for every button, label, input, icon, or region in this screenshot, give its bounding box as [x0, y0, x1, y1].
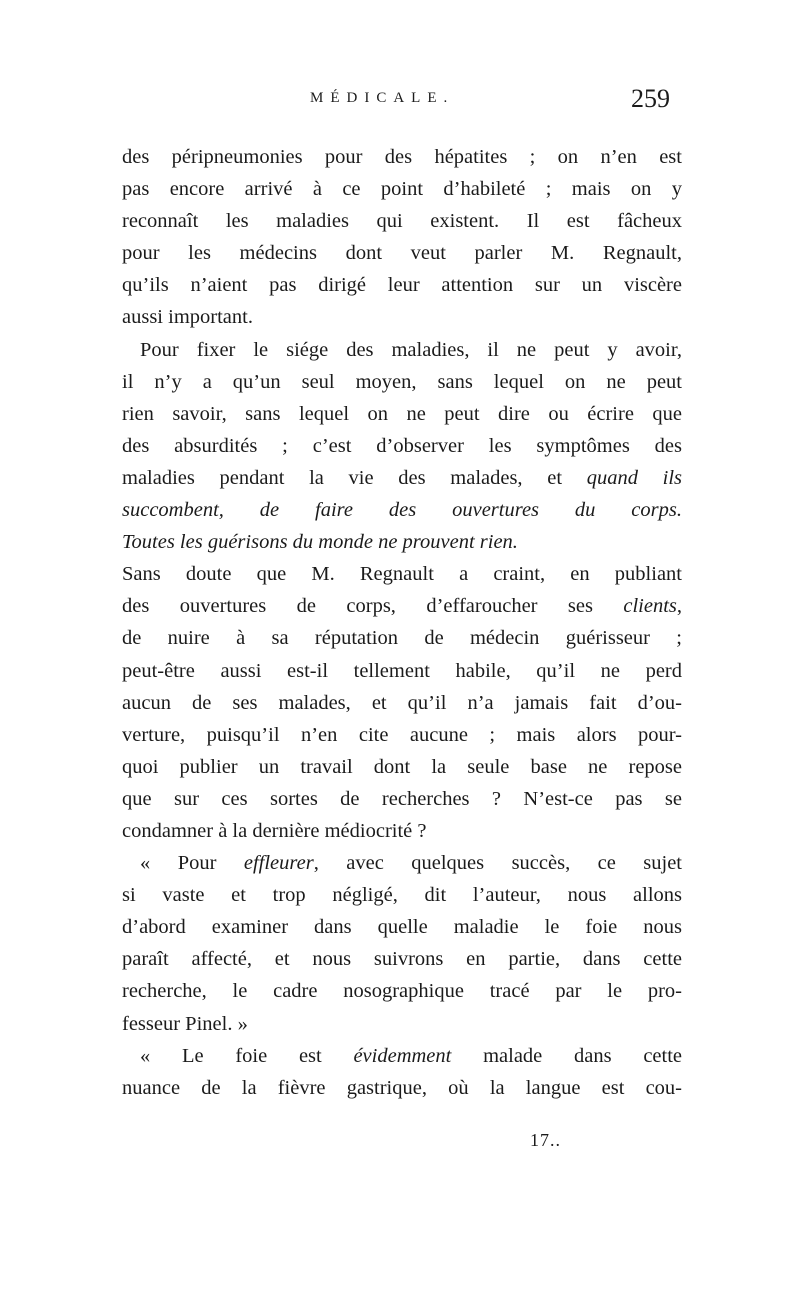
text-line: il n’y a qu’un seul moyen, sans lequel on ne peut — [122, 370, 682, 393]
text-line: succombent, de faire des ouvertures du corps. — [122, 499, 682, 522]
text-line: Sans doute que M. Regnault a craint, en publiant — [122, 563, 682, 586]
text-line: que sur ces sortes de recherches ? N’est-ce pas se — [122, 787, 682, 810]
text-line: « Pour effleurer, avec quelques succès, ce sujet — [140, 852, 682, 875]
text-line: qu’ils n’aient pas dirigé leur attention sur un viscère — [122, 274, 682, 297]
text-line: peut-être aussi est-il tellement habile, qu’il ne perd — [122, 659, 682, 682]
italic-phrase: évidemment — [353, 1044, 452, 1067]
italic-phrase: quand ils — [586, 466, 682, 489]
text-line: quoi publier un travail dont la seule base ne repose — [122, 755, 682, 778]
text-line: aucun de ses malades, et qu’il n’a jamais fait d’ou- — [122, 691, 682, 714]
italic-phrase: effleurer — [243, 852, 314, 875]
text-line: rien savoir, sans lequel on ne peut dire ou écrire que — [122, 402, 682, 425]
italic-phrase: clients — [623, 595, 677, 618]
text-line: des absurdités ; c’est d’observer les symptômes des — [122, 434, 682, 457]
text-line: des ouvertures de corps, d’effaroucher ses clients, — [122, 595, 682, 618]
text-line: pas encore arrivé à ce point d’habileté ; mais on y — [122, 178, 682, 201]
text-line: recherche, le cadre nosographique tracé par le pro- — [122, 980, 682, 1003]
text-line: Pour fixer le siége des maladies, il ne peut y avoir, — [140, 338, 682, 361]
text-line: des péripneumonies pour des hépatites ; on n’en est — [122, 146, 682, 168]
page-number: 259 — [631, 84, 670, 113]
text-line: pour les médecins dont veut parler M. Regnault, — [122, 242, 682, 265]
signature-mark: 17.. — [530, 1130, 561, 1150]
text-line: maladies pendant la vie des malades, et quand ils — [122, 466, 682, 489]
text-line: paraît affecté, et nous suivrons en partie, dans cette — [122, 948, 682, 971]
running-head — [120, 84, 680, 128]
body-text — [122, 141, 682, 1104]
text-line: si vaste et trop négligé, dit l’auteur, nous allons — [122, 884, 682, 907]
text-line: fesseur Pinel. » — [122, 1012, 248, 1035]
text-line: d’abord examiner dans quelle maladie le foie nous — [122, 916, 682, 939]
text-line: verture, puisqu’il n’en cite aucune ; mais alors pour- — [122, 723, 682, 746]
running-title: MÉDICALE. — [310, 90, 455, 106]
text-line: nuance de la fièvre gastrique, où la langue est cou- — [122, 1076, 682, 1099]
text-line: reconnaît les maladies qui existent. Il est fâcheux — [122, 210, 682, 233]
text-line: de nuire à sa réputation de médecin guérisseur ; — [122, 627, 682, 650]
text-line: Toutes les guérisons du monde ne prouvent rien. — [122, 531, 518, 554]
text-line: aussi important. — [122, 306, 253, 329]
text-line: condamner à la dernière médiocrité ? — [122, 819, 427, 842]
text-line: « Le foie est évidemment malade dans cette — [140, 1044, 683, 1067]
